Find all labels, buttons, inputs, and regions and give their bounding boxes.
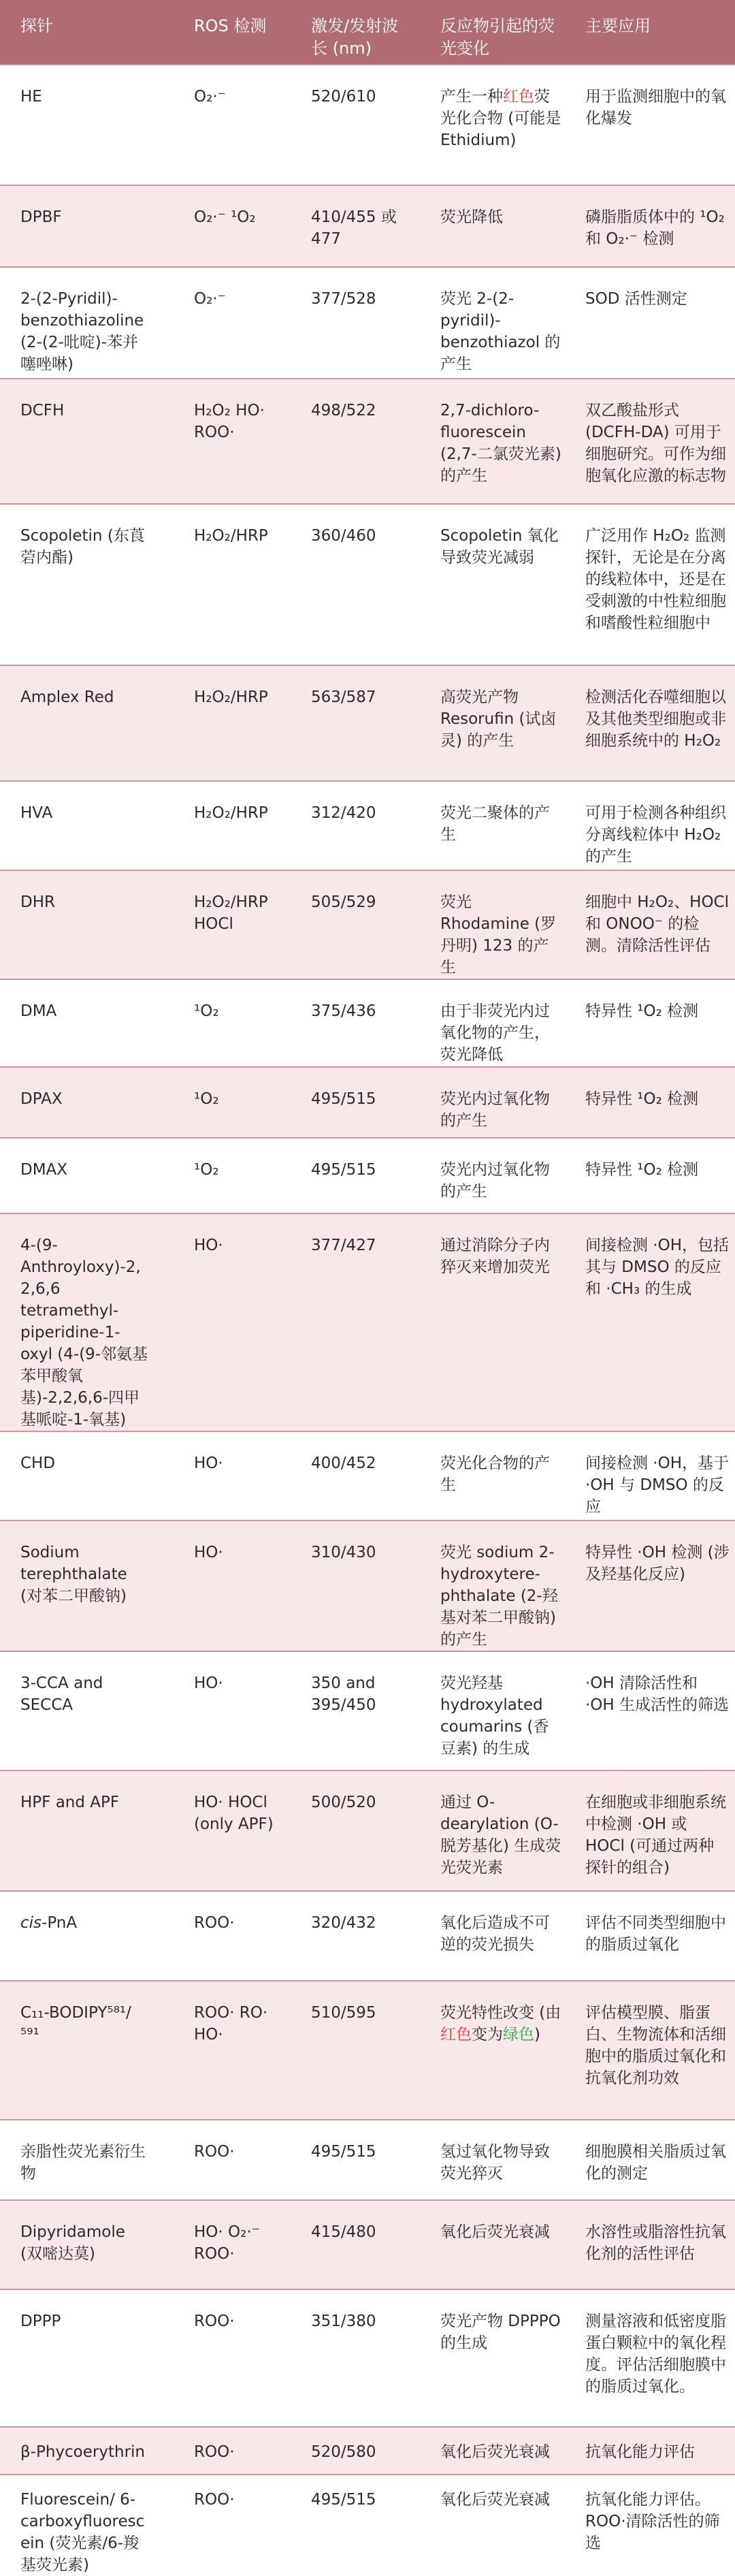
cell-change: 荧光产物 DPPPO 的生成 xyxy=(420,2289,571,2427)
table-row xyxy=(0,781,735,870)
cell-change: 2,7-dichloro-fluorescein (2,7-二氯荧光素) 的产生 xyxy=(420,379,571,504)
table-row xyxy=(0,2475,735,2576)
cell-probe: DMAX xyxy=(0,1138,156,1213)
cell-wavelength: 351/380 xyxy=(293,2289,420,2427)
cell-probe: β-Phycoerythrin xyxy=(0,2427,156,2475)
cell-wavelength: 360/460 xyxy=(293,504,420,665)
cell-change: 高荧光产物 Resorufin (试卤灵) 的产生 xyxy=(420,665,571,781)
cell-wavelength: 520/580 xyxy=(293,2427,420,2475)
cell-change: 荧光羟基 hydroxylated coumarins (香豆素) 的生成 xyxy=(420,1651,571,1770)
cell-application: 特异性 ·OH 检测 (涉及羟基化反应) xyxy=(571,1521,735,1651)
cell-probe: 3-CCA and SECCA xyxy=(0,1651,156,1770)
cell-probe: 2-(2-Pyridil)-benzothiazoline (2-(2-吡啶)-苯并噻唑啉) xyxy=(0,267,156,379)
table-row xyxy=(0,1891,735,1981)
cell-ros: ROO· xyxy=(156,1891,293,1981)
cell-probe: Sodium terephthalate (对苯二甲酸钠) xyxy=(0,1521,156,1651)
cell-probe: CHD xyxy=(0,1431,156,1521)
cell-application: 双乙酸盐形式 (DCFH-DA) 可用于细胞研究。可作为细胞氧化应激的标志物 xyxy=(571,379,735,504)
cell-probe: C₁₁-BODIPY⁵⁸¹/⁵⁹¹ xyxy=(0,1981,156,2120)
cell-change: 通过消除分子内猝灭来增加荧光 xyxy=(420,1213,571,1431)
cell-probe: DCFH xyxy=(0,379,156,504)
header-application: 主要应用 xyxy=(585,16,651,35)
cell-ros: ¹O₂ xyxy=(156,1067,293,1138)
cell-probe: HE xyxy=(0,65,156,185)
cell-wavelength: 495/515 xyxy=(293,1067,420,1138)
cell-application: 间接检测 ·OH，包括其与 DMSO 的反应和 ·CH₃ 的生成 xyxy=(571,1213,735,1431)
cell-change: 荧光 sodium 2-hydroxytere-phthalate (2-羟基对苯二甲酸钠) 的产生 xyxy=(420,1521,571,1651)
cell-ros: O₂·⁻ xyxy=(156,65,293,185)
cell-ros: H₂O₂/HRP xyxy=(156,665,293,781)
cell-probe: HVA xyxy=(0,781,156,870)
table-row xyxy=(0,1521,735,1651)
header-wavelength: 激发/发射波长 (nm) xyxy=(311,16,399,58)
cell-wavelength: 350 and 395/450 xyxy=(293,1651,420,1770)
cell-probe: DMA xyxy=(0,979,156,1067)
table-row xyxy=(0,267,735,379)
probe-name: -PnA xyxy=(42,1914,78,1932)
cell-ros: HO· HOCl (only APF) xyxy=(156,1770,293,1891)
cell-wavelength: 505/529 xyxy=(293,870,420,979)
table-header-row xyxy=(0,0,735,65)
change-text-post: 荧光化合物 (可能是 Ethidium) xyxy=(440,88,561,149)
cell-ros: HO· xyxy=(156,1521,293,1651)
cell-wavelength: 320/432 xyxy=(293,1891,420,1981)
cell-ros: HO· xyxy=(156,1431,293,1521)
change-text-post: ) xyxy=(534,2026,540,2044)
change-text-mid: 变为 xyxy=(472,2026,503,2044)
cell-ros: HO· O₂·⁻ ROO· xyxy=(156,2200,293,2289)
cell-change: 荧光内过氧化物的产生 xyxy=(420,1067,571,1138)
cell-probe: 亲脂性荧光素衍生物 xyxy=(0,2120,156,2200)
table-row xyxy=(0,1770,735,1891)
cell-application: 抗氧化能力评估。ROO·清除活性的筛选 xyxy=(571,2475,735,2576)
cell-application: 细胞中 H₂O₂、HOCl 和 ONOO⁻ 的检测。清除活性评估 xyxy=(571,870,735,979)
table-row xyxy=(0,1981,735,2120)
cell-wavelength: 310/430 xyxy=(293,1521,420,1651)
table-row xyxy=(0,1431,735,1521)
cell-change xyxy=(420,1981,571,2120)
cell-application: 特异性 ¹O₂ 检测 xyxy=(571,1138,735,1213)
cell-wavelength: 498/522 xyxy=(293,379,420,504)
probe-italic-prefix: cis xyxy=(20,1914,42,1932)
cell-ros: ROO· xyxy=(156,2120,293,2200)
change-text-green: 绿色 xyxy=(503,2026,534,2044)
cell-probe: Amplex Red xyxy=(0,665,156,781)
table-row xyxy=(0,2289,735,2427)
cell-probe: Scopoletin (东莨菪内酯) xyxy=(0,504,156,665)
cell-change: 氧化后荧光衰减 xyxy=(420,2427,571,2475)
table-row xyxy=(0,1067,735,1138)
table-row xyxy=(0,1651,735,1770)
cell-probe: Fluorescein/ 6-carboxyfluorescein (荧光素/6-羧基荧光素) xyxy=(0,2475,156,2576)
cell-ros: H₂O₂/HRP xyxy=(156,504,293,665)
cell-change: 荧光降低 xyxy=(420,185,571,267)
table-row xyxy=(0,665,735,781)
table-row xyxy=(0,1213,735,1431)
cell-application: 特异性 ¹O₂ 检测 xyxy=(571,1067,735,1138)
cell-probe: DPAX xyxy=(0,1067,156,1138)
cell-probe: Dipyridamole (双嘧达莫) xyxy=(0,2200,156,2289)
table-row xyxy=(0,65,735,185)
table-row xyxy=(0,1138,735,1213)
cell-wavelength: 312/420 xyxy=(293,781,420,870)
table-row xyxy=(0,185,735,267)
table-row xyxy=(0,504,735,665)
cell-application: 特异性 ¹O₂ 检测 xyxy=(571,979,735,1067)
cell-application: 评估模型膜、脂蛋白、生物流体和活细胞中的脂质过氧化和抗氧化剂功效 xyxy=(571,1981,735,2120)
cell-wavelength: 495/515 xyxy=(293,2475,420,2576)
cell-change: 荧光内过氧化物的产生 xyxy=(420,1138,571,1213)
cell-ros: O₂·⁻ xyxy=(156,267,293,379)
cell-change: 氧化后荧光衰减 xyxy=(420,2200,571,2289)
cell-change: 荧光 2-(2-pyridil)-benzothiazol 的产生 xyxy=(420,267,571,379)
table-row xyxy=(0,2200,735,2289)
cell-application: 抗氧化能力评估 xyxy=(571,2427,735,2475)
cell-application: 检测活化吞噬细胞以及其他类型细胞或非细胞系统中的 H₂O₂ xyxy=(571,665,735,781)
cell-application: 测量溶液和低密度脂蛋白颗粒中的氧化程度。评估活细胞膜中的脂质过氧化。 xyxy=(571,2289,735,2427)
cell-ros: ROO· xyxy=(156,2427,293,2475)
cell-application: 细胞膜相关脂质过氧化的测定 xyxy=(571,2120,735,2200)
cell-probe xyxy=(0,1891,156,1981)
cell-wavelength: 410/455 或 477 xyxy=(293,185,420,267)
cell-wavelength: 400/452 xyxy=(293,1431,420,1521)
cell-change: 荧光化合物的产生 xyxy=(420,1431,571,1521)
cell-wavelength: 375/436 xyxy=(293,979,420,1067)
cell-wavelength: 415/480 xyxy=(293,2200,420,2289)
cell-ros: ¹O₂ xyxy=(156,1138,293,1213)
change-text-red: 红色 xyxy=(503,88,534,106)
table-row xyxy=(0,379,735,504)
header-ros: ROS 检测 xyxy=(194,16,267,35)
cell-application: 间接检测 ·OH，基于 ·OH 与 DMSO 的反应 xyxy=(571,1431,735,1521)
cell-application: 评估不同类型细胞中的脂质过氧化 xyxy=(571,1891,735,1981)
cell-application: 可用于检测各种组织分离线粒体中 H₂O₂ 的产生 xyxy=(571,781,735,870)
cell-probe: DPPP xyxy=(0,2289,156,2427)
cell-application: 广泛用作 H₂O₂ 监测探针，无论是在分离的线粒体中，还是在受刺激的中性粒细胞和嗜酸性粒细胞中 xyxy=(571,504,735,665)
cell-change: 氧化后荧光衰减 xyxy=(420,2475,571,2576)
cell-wavelength: 377/427 xyxy=(293,1213,420,1431)
cell-change: 由于非荧光内过氧化物的产生，荧光降低 xyxy=(420,979,571,1067)
change-text-pre: 产生一种 xyxy=(440,88,503,106)
cell-application: 在细胞或非细胞系统中检测 ·OH 或 HOCl (可通过两种探针的组合) xyxy=(571,1770,735,1891)
cell-ros: ROO· xyxy=(156,2475,293,2576)
cell-change: Scopoletin 氧化导致荧光减弱 xyxy=(420,504,571,665)
cell-ros: ROO· RO· HO· xyxy=(156,1981,293,2120)
cell-change xyxy=(420,65,571,185)
cell-wavelength: 500/520 xyxy=(293,1770,420,1891)
cell-application: SOD 活性测定 xyxy=(571,267,735,379)
change-text-red: 红色 xyxy=(440,2026,472,2044)
cell-probe: DPBF xyxy=(0,185,156,267)
cell-wavelength: 520/610 xyxy=(293,65,420,185)
header-change: 反应物引起的荧光变化 xyxy=(440,16,555,58)
cell-change: 氧化后造成不可逆的荧光损失 xyxy=(420,1891,571,1981)
cell-ros: HO· xyxy=(156,1213,293,1431)
table-row xyxy=(0,870,735,979)
cell-wavelength: 377/528 xyxy=(293,267,420,379)
table-row xyxy=(0,979,735,1067)
change-text-pre: 荧光特性改变 (由 xyxy=(440,2004,561,2022)
cell-change: 荧光 Rhodamine (罗丹明) 123 的产生 xyxy=(420,870,571,979)
cell-probe: DHR xyxy=(0,870,156,979)
cell-application: 水溶性或脂溶性抗氧化剂的活性评估 xyxy=(571,2200,735,2289)
cell-ros: ROO· xyxy=(156,2289,293,2427)
cell-change: 通过 O-dearylation (O-脱芳基化) 生成荧光荧光素 xyxy=(420,1770,571,1891)
cell-ros: O₂·⁻ ¹O₂ xyxy=(156,185,293,267)
cell-wavelength: 510/595 xyxy=(293,1981,420,2120)
cell-ros: H₂O₂/HRP HOCl xyxy=(156,870,293,979)
cell-change: 氢过氧化物导致荧光猝灭 xyxy=(420,2120,571,2200)
cell-application: ·OH 清除活性和 ·OH 生成活性的筛选 xyxy=(571,1651,735,1770)
cell-wavelength: 495/515 xyxy=(293,1138,420,1213)
cell-ros: H₂O₂ HO· ROO· xyxy=(156,379,293,504)
header-probe: 探针 xyxy=(20,16,53,35)
cell-probe: 4-(9-Anthroyloxy)-2,2,6,6 tetramethyl-piperidine-1-oxyl (4-(9-邻氨基苯甲酸氧基)-2,2,6,6-四甲基哌啶-1-氧基) xyxy=(0,1213,156,1431)
table-row xyxy=(0,2120,735,2200)
cell-change: 荧光二聚体的产生 xyxy=(420,781,571,870)
cell-ros: HO· xyxy=(156,1651,293,1770)
cell-ros: ¹O₂ xyxy=(156,979,293,1067)
cell-application: 磷脂脂质体中的 ¹O₂ 和 O₂·⁻ 检测 xyxy=(571,185,735,267)
cell-application: 用于监测细胞中的氧化爆发 xyxy=(571,65,735,185)
cell-probe: HPF and APF xyxy=(0,1770,156,1891)
cell-ros: H₂O₂/HRP xyxy=(156,781,293,870)
cell-wavelength: 563/587 xyxy=(293,665,420,781)
table-row xyxy=(0,2427,735,2475)
cell-wavelength: 495/515 xyxy=(293,2120,420,2200)
